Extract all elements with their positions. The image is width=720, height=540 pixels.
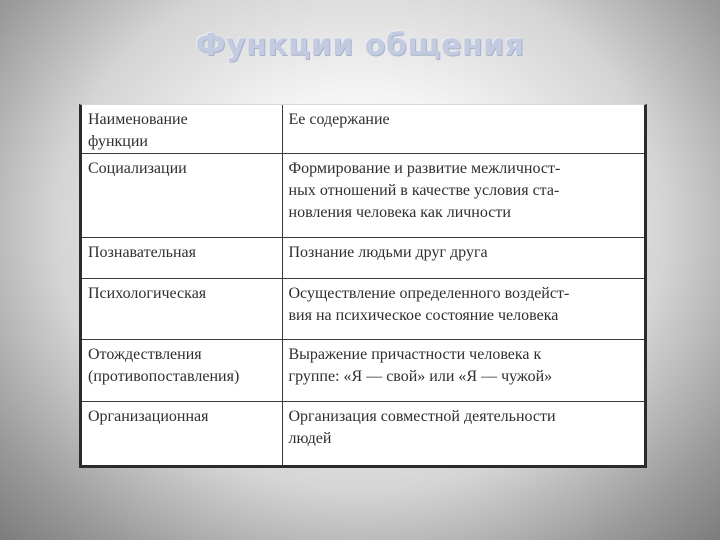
function-name: Отождествления (противопоставления): [88, 346, 240, 385]
table-row: [82, 402, 644, 466]
functions-table-grid: [82, 105, 644, 465]
function-content: Осуществление определенного воздейст- вия на психическое состояние человека: [288, 285, 570, 324]
function-name: Познавательная: [88, 244, 196, 261]
function-name-cell: [82, 279, 282, 340]
function-content-cell: [282, 402, 644, 466]
header-content-text: Ее содержание: [288, 111, 390, 128]
function-name: Психологическая: [88, 285, 207, 302]
function-name: Социализации: [88, 160, 187, 177]
function-content-cell: [282, 238, 644, 279]
header-function-name-text: Наименование функции: [88, 111, 188, 150]
function-content: Организация совместной деятельности людей: [288, 408, 556, 447]
table-row: [82, 154, 644, 238]
function-name-cell: [82, 238, 282, 279]
function-content-cell: [282, 279, 644, 340]
function-content: Познание людьми друг друга: [288, 244, 488, 261]
function-name-cell: [82, 340, 282, 402]
function-content-cell: [282, 154, 644, 238]
function-name: Организационная: [88, 408, 209, 425]
table-row: [82, 238, 644, 279]
function-content-cell: [282, 340, 644, 402]
header-function-name: [82, 105, 282, 154]
table-row: [82, 340, 644, 402]
table-header-row: [82, 105, 644, 154]
function-name-cell: [82, 154, 282, 238]
function-content: Выражение причастности человека к группе: «Я — свой» или «Я — чужой»: [288, 346, 553, 385]
function-name-cell: [82, 402, 282, 466]
slide-title: Функции общения: [195, 28, 525, 63]
functions-table: [79, 104, 647, 468]
function-content: Формирование и развитие межличност- ных отношений в качестве условия ста- новления человека как личности: [288, 160, 561, 221]
header-content: [282, 105, 644, 154]
table-row: [82, 279, 644, 340]
